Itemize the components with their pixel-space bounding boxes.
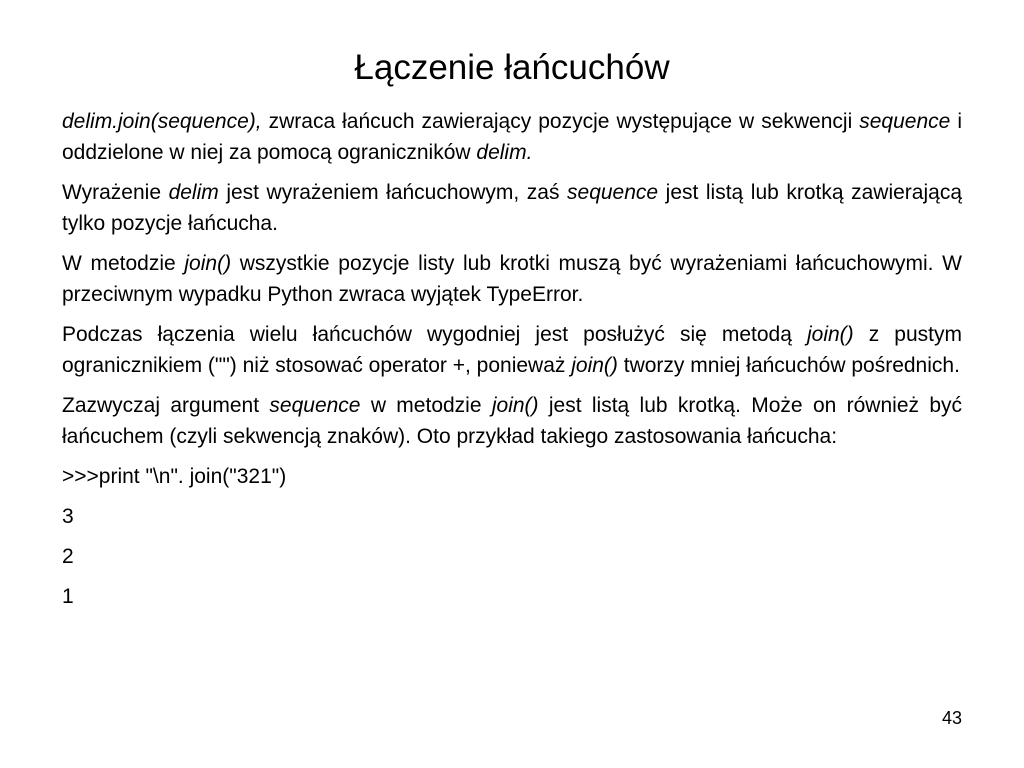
text-normal: Wyrażenie [62,181,169,204]
text-normal: Podczas łączenia wielu łańcuchów wygodniej jest posłużyć się metodą [62,323,807,346]
text-italic: delim [168,181,219,204]
text-normal: tworzy mniej łańcuchów pośrednich. [617,354,960,377]
code-example: >>>print "\n". join("321") [62,465,287,488]
text-normal: zwraca łańcuch zawierający pozycje występujące w sekwencji [261,110,860,133]
text-italic: sequence [269,394,361,417]
paragraph-empty-delimiter [62,319,962,381]
slide-body [62,106,962,621]
paragraph-typeerror [62,248,962,310]
output-line: 3 [62,505,74,528]
text-italic: sequence [567,181,659,204]
paragraph-delim-sequence [62,177,962,239]
page-number: 43 [941,708,962,728]
output-line: 1 [62,585,74,608]
text-normal: jest listą lub krotką zawierającą tylko pozycje łańcucha. [62,181,963,235]
paragraph-string-sequence [62,390,962,452]
text-normal: i oddzielone w niej za pomocą ograniczników [62,110,963,164]
text-normal: w metodzie [360,394,492,417]
output-line: 2 [62,545,74,568]
text-normal: W metodzie [62,252,185,275]
slide-title: Łączenie łańcuchów [354,48,670,87]
text-italic: join() [491,394,539,417]
text-italic: join() [184,252,232,275]
text-normal: z pustym ogranicznikiem ("") niż stosować operator +, ponieważ [62,323,962,377]
text-italic: delim.join(sequence), [62,110,262,133]
text-normal: Zazwyczaj argument [62,394,270,417]
text-italic: delim. [476,141,533,164]
text-italic: join() [806,323,854,346]
text-italic: join() [571,354,618,377]
text-normal: wszystkie pozycje listy lub krotki muszą być wyrażeniami łańcuchowymi. W przeciwnym wypadku Python zwraca wyjątek TypeError. [62,252,963,306]
paragraph-join-definition [62,106,962,168]
text-normal: jest listą lub krotką. Może on również być łańcuchem (czyli sekwencją znaków). Oto przykład takiego zastosowania łańcucha: [62,394,963,448]
text-italic: sequence [859,110,951,133]
text-normal: jest wyrażeniem łańcuchowym, zaś [218,181,568,204]
